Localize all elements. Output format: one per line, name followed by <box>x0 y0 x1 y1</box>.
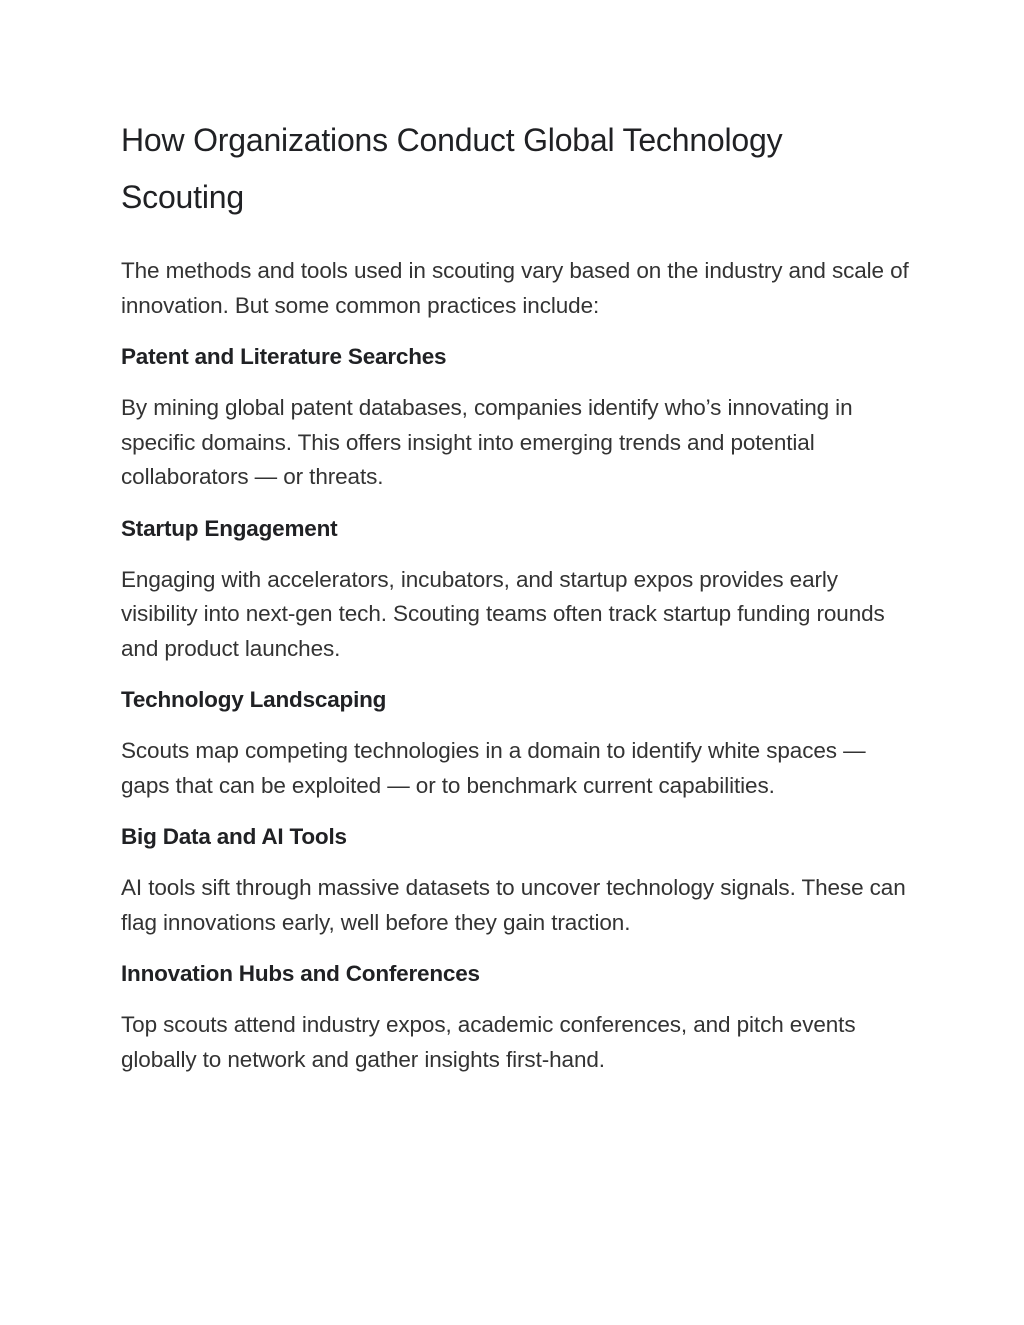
document-page <box>121 112 911 1077</box>
section-heading: Big Data and AI Tools <box>121 824 347 849</box>
section-body: AI tools sift through massive datasets to uncover technology signals. These can flag innovations early, well before they gain traction. <box>121 875 906 935</box>
section-big-data-ai <box>121 820 911 940</box>
intro-paragraph: The methods and tools used in scouting vary based on the industry and scale of innovation. But some common practices include: <box>121 258 909 318</box>
section-startup-engagement <box>121 512 911 667</box>
section-technology-landscaping <box>121 683 911 803</box>
section-heading: Technology Landscaping <box>121 687 387 712</box>
section-heading: Patent and Literature Searches <box>121 344 447 369</box>
section-heading: Innovation Hubs and Conferences <box>121 961 480 986</box>
section-patent-literature <box>121 340 911 495</box>
document-title: How Organizations Conduct Global Technology Scouting <box>121 122 783 215</box>
section-body: Scouts map competing technologies in a domain to identify white spaces — gaps that can be exploited — or to benchmark current capabilities. <box>121 738 866 798</box>
section-body: By mining global patent databases, companies identify who’s innovating in specific domains. This offers insight into emerging trends and potential collaborators — or threats. <box>121 395 853 489</box>
section-heading: Startup Engagement <box>121 515 338 541</box>
section-body: Top scouts attend industry expos, academic conferences, and pitch events globally to network and gather insights first-hand. <box>121 1012 856 1072</box>
section-innovation-hubs <box>121 957 911 1077</box>
section-body: Engaging with accelerators, incubators, and startup expos provides early visibility into next-gen tech. Scouting teams often track startup funding rounds and product launches. <box>121 566 885 661</box>
